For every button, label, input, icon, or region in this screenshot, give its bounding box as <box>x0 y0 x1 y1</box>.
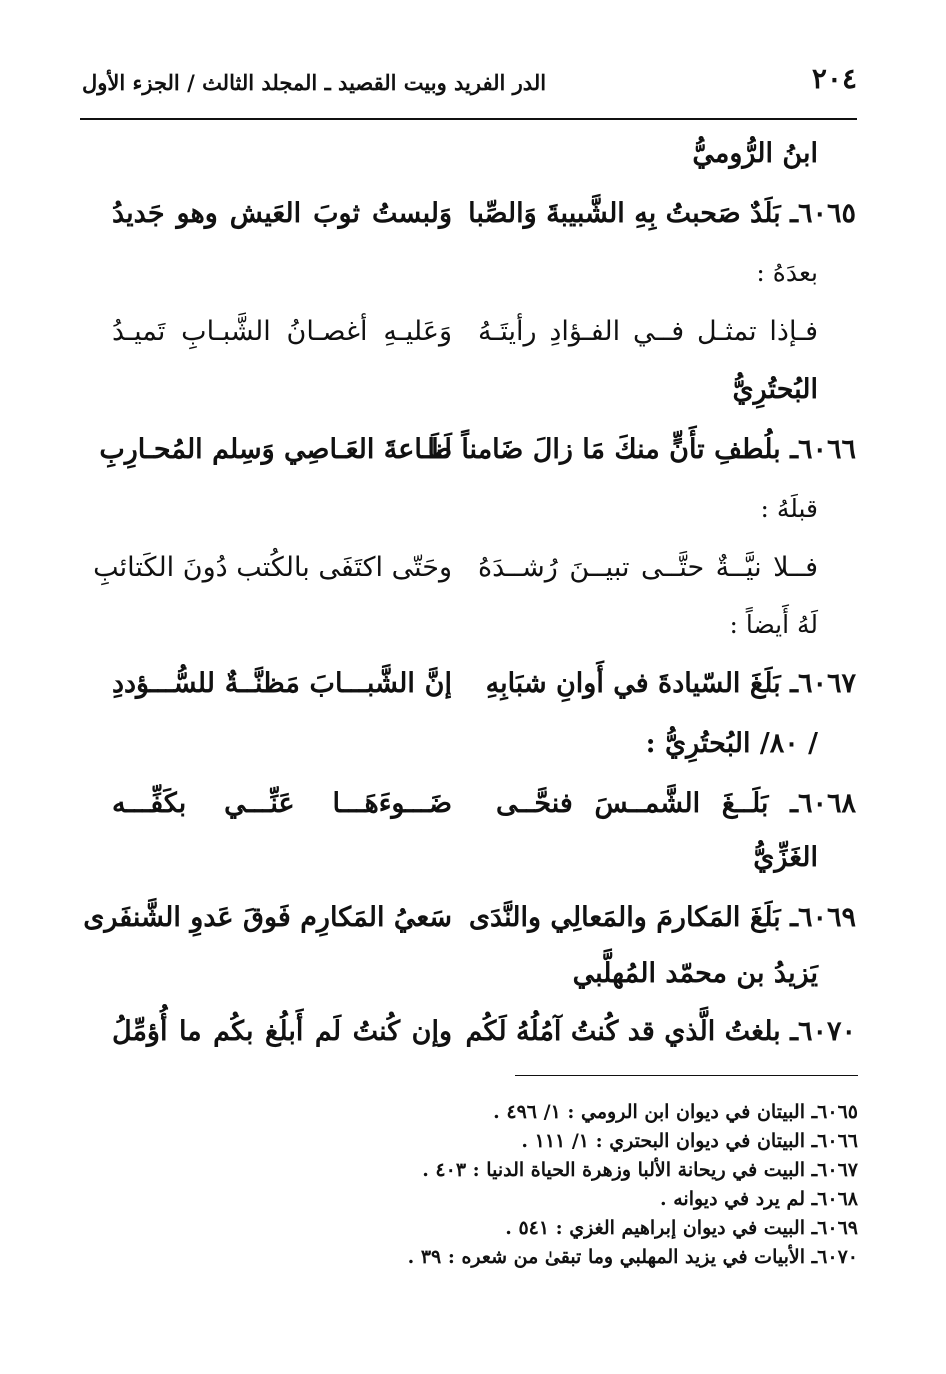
verse-second-hemistich: وَلبستُ ثوبَ العَيش وهو جَديدُ <box>112 198 452 229</box>
hemistich-text: بَلَغَ المَكارمَ والمَعالِي والنَّدَى <box>468 902 781 933</box>
hemistich-text: بَلَدٌ صَحبتُ بِهِ الشَّبيبةَ وَالصِّبا <box>468 198 781 229</box>
running-title: الدر الفريد وبيت القصيد ـ المجلد الثالث / الجزء الأول <box>82 70 547 95</box>
footnote: ٦٠٧٠ـ الأبيات في يزيد المهلبي وما تبقىٰ من شعره : ٣٩ . <box>407 1246 858 1268</box>
verse-first-hemistich <box>485 668 856 699</box>
poet-label: الغَزِّيُّ <box>753 842 818 873</box>
footnote: ٦٠٦٥ـ البيتان في ديوان ابن الرومي : ١/ ٤٩٦ . <box>493 1101 858 1123</box>
verse-number: ٦٠٧٠ـ <box>790 1016 856 1047</box>
verse-second-hemistich: إنَّ الشَّبـــابَ مَظنَّــةٌ للسُّـــؤددِ <box>112 668 452 699</box>
hemistich-text: بلغتُ الَّذي قد كُنتُ آمُلُهُ لَكُم <box>465 1016 781 1047</box>
footnote: ٦٠٦٨ـ لم يرد في ديوانه . <box>660 1188 858 1210</box>
verse-first-hemistich <box>468 198 856 229</box>
verse-second-hemistich: وإن كُنتُ لَم أَبلُغ بكُم ما أُؤمِّلُ <box>112 1016 452 1047</box>
verse-first-hemistich: فـإذا تمثـل فــي الفـؤادِ رأيتَـهُ <box>478 316 818 347</box>
verse-second-hemistich: طَـاعةَ العَـاصِي وَسِلم المُحـارِبِ <box>99 434 452 465</box>
verse-number: ٦٠٦٩ـ <box>790 902 856 933</box>
poet-label: البُحتُرِيُّ <box>732 374 818 405</box>
page-header <box>82 62 857 102</box>
verse-second-hemistich: وَعَليـهِ أغصـانُ الشَّبـابِ تَميـدُ <box>112 316 452 347</box>
hemistich-text: بَلَغَ السّيادةَ في أَوانِ شبَابِهِ <box>485 668 781 699</box>
footnotes <box>158 1098 858 1272</box>
footnote-divider <box>515 1075 858 1076</box>
poet-label: يَزيدُ بن محمّد المُهلَّبي <box>572 958 818 989</box>
note-label: قبلَهُ : <box>760 494 818 523</box>
verse-first-hemistich <box>427 434 856 465</box>
poet-label: / ٨٠/ البُحتُرِيُّ : <box>645 728 818 759</box>
note-label: لَهُ أَيضاً : <box>729 610 818 639</box>
verse-number: ٦٠٦٦ـ <box>790 434 856 465</box>
verse-first-hemistich <box>468 902 856 933</box>
verse-second-hemistich: ضَـــوءَهَـــا عَنِّـــي بكَفِّـــه <box>112 788 452 819</box>
verse-first-hemistich <box>496 788 856 819</box>
note-label: بعدَهُ : <box>756 258 818 287</box>
footnote: ٦٠٦٧ـ البيت في ريحانة الألبا وزهرة الحياة الدنيا : ٤٠٣ . <box>422 1159 858 1181</box>
verse-number: ٦٠٦٥ـ <box>790 198 856 229</box>
verse-first-hemistich <box>465 1016 856 1047</box>
page-number: ٢٠٤ <box>811 62 857 95</box>
verse-second-hemistich: وحَتّى اكتَفَى بالكُتب دُونَ الكَتائبِ <box>93 552 452 583</box>
hemistich-text: بلُطفِ تأَنٍّ منكَ مَا زالَ ضَامناً لَنا <box>427 434 781 465</box>
header-divider <box>80 118 857 120</box>
verse-first-hemistich: فــلا نيَّــةٌ حتَّــى تبيــنَ رُشــدَهُ <box>478 552 818 583</box>
footnote: ٦٠٦٦ـ البيتان في ديوان البحتري : ١/ ١١١ . <box>521 1130 858 1152</box>
footnote: ٦٠٦٩ـ البيت في ديوان إبراهيم الغزي : ٥٤١ . <box>505 1217 858 1239</box>
poet-label: ابنُ الرُّوميُّ <box>692 138 818 169</box>
verse-number: ٦٠٦٨ـ <box>790 788 857 819</box>
hemistich-text: بَلَــغَ الشَّمــسَ فنحَّــى <box>496 788 769 819</box>
verse-number: ٦٠٦٧ـ <box>790 668 856 699</box>
verse-second-hemistich: سَعيُ المَكارِم فَوقَ عَدوِ الشَّنفَرى <box>83 902 452 933</box>
